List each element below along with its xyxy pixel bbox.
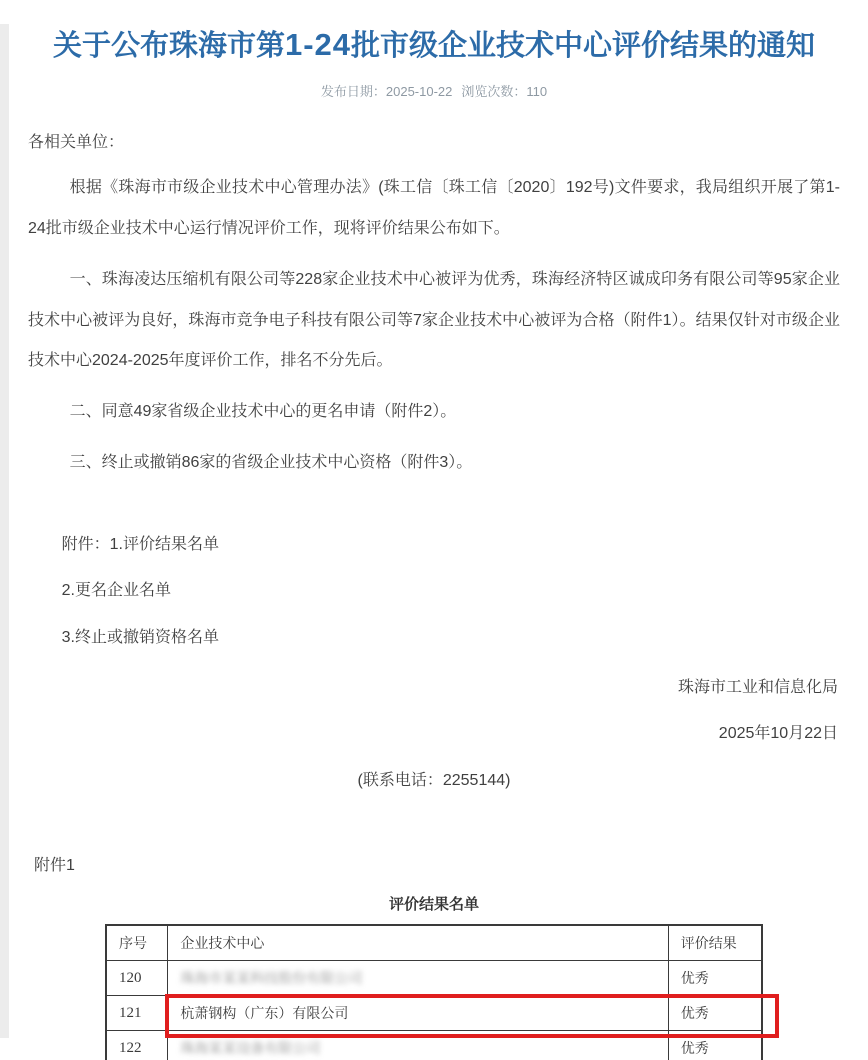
views-label: 浏览次数： [461, 83, 527, 99]
results-table-title: 评价结果名单 [388, 896, 479, 914]
attachment-line: 3.终止或撤销资格名单 [61, 628, 219, 646]
issue-date: 2025年10月22日 [718, 725, 838, 743]
title-part-left: 关于公布珠海市第 [52, 30, 285, 62]
column-header: 序号 [106, 925, 168, 961]
publish-meta [28, 81, 840, 100]
body-paragraphs [28, 168, 840, 484]
company-cell [168, 961, 668, 996]
column-header: 评价结果 [668, 925, 762, 961]
company-name: 珠海某某设备有限公司 [180, 1040, 321, 1057]
result-cell: 优秀 [668, 1031, 762, 1060]
company-cell [168, 996, 668, 1031]
result-cell: 优秀 [668, 961, 762, 996]
views-count: 110 [526, 83, 548, 99]
contact-phone: (联系电话：2255144) [357, 771, 511, 789]
body-paragraph: 一、珠海凌达压缩机有限公司等228家企业技术中心被评为优秀，珠海经济特区诚成印务有限公司等95家企业技术中心被评为良好，珠海市竞争电子科技有限公司等7家企业技术中心被评为合格（附件1）。结果仅针对市级企业技术中心2024-2025年度评价工作，排名不分先后。 [28, 270, 840, 370]
salutation: 各相关单位： [28, 133, 125, 151]
table-row [106, 996, 762, 1031]
title-part-right: 批市级企业技术中心评价结果的通知 [351, 30, 816, 62]
attachment1-label: 附件1 [34, 857, 75, 875]
attachment-line: 2.更名企业名单 [61, 582, 171, 600]
column-header: 企业技术中心 [168, 925, 668, 961]
results-table-wrap [105, 924, 763, 1060]
publish-date: 2025-10-22 [385, 83, 453, 99]
results-table [105, 924, 763, 1060]
publish-date-label: 发布日期： [320, 83, 386, 99]
table-header-row [106, 925, 762, 961]
serial-cell: 121 [106, 996, 168, 1031]
serial-cell: 122 [106, 1031, 168, 1060]
issuing-agency: 珠海市工业和信息化局 [677, 678, 838, 696]
body-paragraph: 二、同意49家省级企业技术中心的更名申请（附件2）。 [69, 403, 457, 421]
serial-cell: 120 [106, 961, 168, 996]
result-cell: 优秀 [668, 996, 762, 1031]
page-title [46, 26, 822, 65]
body-paragraph: 根据《珠海市市级企业技术中心管理办法》(珠工信〔珠工信〔2020〕192号)文件要求，我局组织开展了第1-24批市级企业技术中心运行情况评价工作，现将评价结果公布如下。 [28, 179, 840, 237]
company-name: 杭萧钢构（广东）有限公司 [180, 1005, 349, 1022]
attachment-line: 附件：1.评价结果名单 [61, 535, 219, 553]
signature-block [28, 665, 840, 804]
page-edge-strip [0, 24, 9, 1038]
attachments-list [28, 522, 840, 661]
title-batch-number: 1-24 [284, 27, 352, 62]
company-cell [168, 1031, 668, 1060]
table-row [106, 961, 762, 996]
company-name: 珠海市某某科技股份有限公司 [180, 970, 363, 987]
table-row [106, 1031, 762, 1060]
body-paragraph: 三、终止或撤销86家的省级企业技术中心资格（附件3）。 [69, 453, 473, 471]
